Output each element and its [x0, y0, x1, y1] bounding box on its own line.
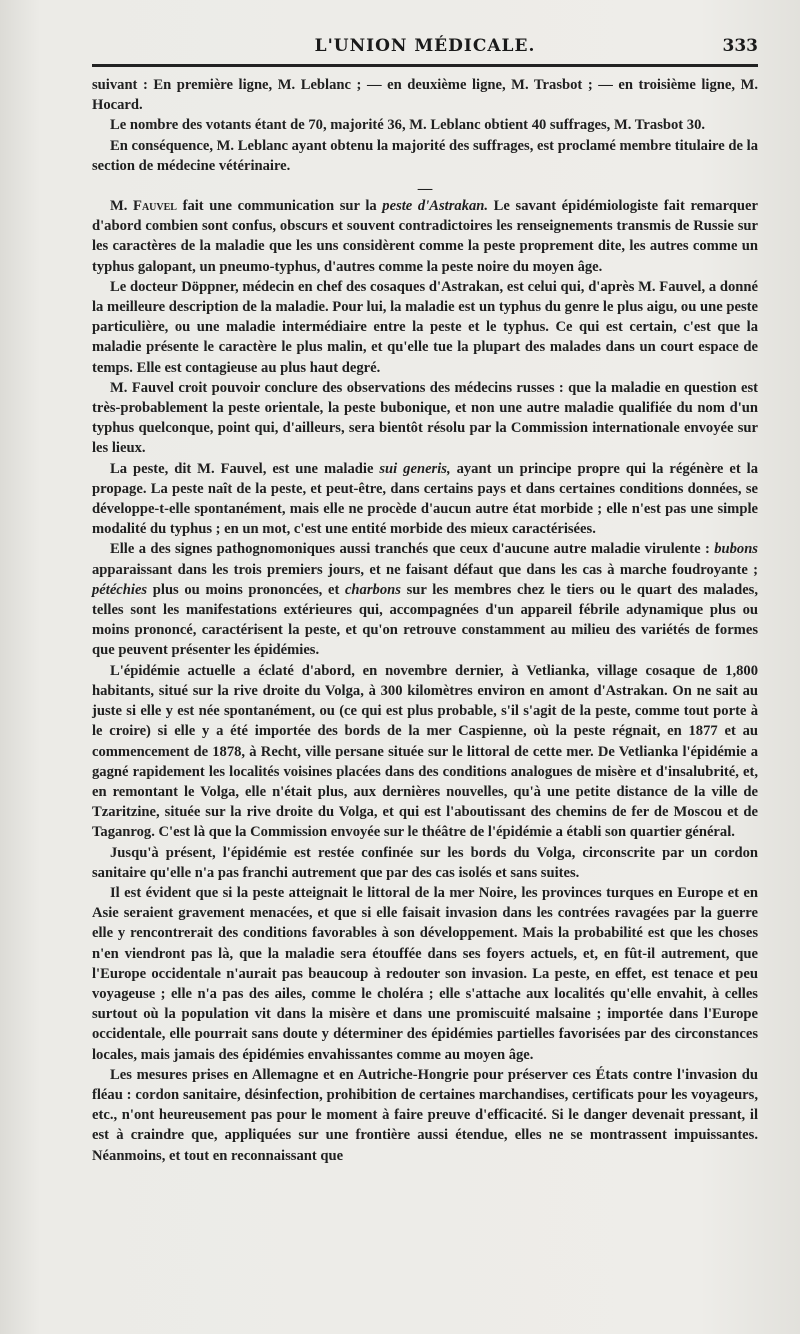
paragraph: Jusqu'à présent, l'épidémie est restée confinée sur les bords du Volga, circonscrite par un cordon sanitaire qu'elle n'a pas franchi autrement que par des cas isolés et sans suites.: [92, 844, 758, 881]
text-run: apparaissant dans les trois premiers jours, et ne faisant défaut que dans les cas à marche foudroyante ;: [92, 561, 758, 578]
italic-run: sui generis,: [379, 460, 451, 477]
text-run: sur les membres chez le tiers ou le quart des malades, telles sont les manifestations extérieures qui, accompagnées d'un appareil fébrile adynamique plus ou moins prononcé, caractérisent la peste, et qu'on retrouve constamment au milieu des variétés de formes que peuvent présenter les épidémies.: [92, 581, 758, 659]
paragraph: Les mesures prises en Allemagne et en Autriche-Hongrie pour préserver ces États contre l'invasion du fléau : cordon sanitaire, désinfection, prohibition de certaines marchandises, certificats pour les voyageurs, etc., n'ont heureusement pas pour le moment à faire preuve d'efficacité. Si le danger devenait pressant, il est à craindre que, appliquées sur une frontière aussi étendue, elles ne se montrassent impuissantes. Néanmoins, et tout en reconnaissant que: [92, 1066, 758, 1164]
paragraph: M. Fauvel croit pouvoir conclure des observations des médecins russes : que la maladie en question est très-probablement la peste orientale, la peste bubonique, et non une autre maladie qualifiée du nom d'un typhus quelconque, point qui, d'ailleurs, sera bientôt résolu par la Commission internationale envoyée sur les lieux.: [92, 379, 758, 457]
section-separator: —: [417, 181, 433, 198]
text-run: Le savant épidémiologiste fait remarquer d'abord combien sont confus, obscurs et souvent contradictoires les renseignements transmis de Russie sur les caractères de la maladie que les uns considèrent comme la peste proprement dite, les autres comme un typhus galopant, un pneumo-typhus, d'autres comme la peste noire du moyen âge.: [92, 198, 758, 275]
paragraph: Le nombre des votants étant de 70, majorité 36, M. Leblanc obtient 40 suffrages, M. Trasbot 30.: [110, 117, 706, 134]
paragraph: [92, 539, 758, 660]
text-run: fait une communication sur la: [176, 198, 383, 215]
paragraph: [92, 196, 758, 277]
running-header: [92, 30, 758, 67]
italic-run: pétéchies: [92, 581, 148, 598]
italic-run: charbons: [344, 581, 401, 598]
page-number: 333: [722, 36, 758, 56]
paragraph: L'épidémie actuelle a éclaté d'abord, en novembre dernier, à Vetlianka, village cosaque de 1,800 habitants, situé sur la rive droite du Volga, à 300 kilomètres environ en amont d'Astrakan. On ne sait au juste si elle y est née spontanément, ou (ce qui est plus probable, s'il s'agit de la peste, comme tout porte à le croire) si elle y a été importée des bords de la mer Caspienne, où la peste régnait, en 1877 et au commencement de 1878, à Recht, ville persane située sur le littoral de cette mer. De Vetlianka l'épidémie a gagné rapidement les localités voisines placées dans des conditions analogues de misère et d'insalubrité, et, en remontant le Volga, elle n'était plus, aux dernières nouvelles, qu'à une petite distance de la ville de Tzaritzine, située sur la rive droite du Volga, et qui est l'aboutissant des chemins de fer de Moscou et de Taganrog. C'est là que la Commission envoyée sur le théâtre de l'épidémie a établi son quartier général.: [92, 662, 758, 841]
journal-title: L'UNION MÉDICALE.: [314, 36, 536, 56]
paragraph: Il est évident que si la peste atteignait le littoral de la mer Noire, les provinces turques en Europe et en Asie seraient gravement menacées, et que si elle faisait invasion dans les contrées ravagées par la guerre elle y rencontrerait des conditions favorables à son développement. Mais la probabilité est que les choses n'en viendront pas là, que la maladie sera étouffée dans ses foyers actuels, et, en fût-il autrement, que l'Europe occidentale n'aurait pas beaucoup à redouter son invasion. La peste, en effet, est tenace et peu voyageuse ; elle n'a pas des ailes, comme le choléra ; elle s'attache aux localités qu'elle envahit, à celles surtout où la population vit dans la misère et dans une promiscuité malsaine ; importée dans l'Europe occidentale, elle pourrait sans doute y déterminer des épidémies partielles favorisées par des circonstances locales, mais jamais des épidémies envahissantes comme au moyen âge.: [92, 884, 758, 1063]
paragraph: suivant : En première ligne, M. Leblanc ; — en deuxième ligne, M. Trasbot ; — en troisième ligne, M. Hocard.: [92, 77, 758, 114]
paragraph: Le docteur Döppner, médecin en chef des cosaques d'Astrakan, est celui qui, d'après M. Fauvel, a donné la meilleure description de la maladie. Pour lui, la maladie est un typhus du genre le plus aigu, ou une peste particulière, ou une maladie intermédiaire entre la peste et le typhus. Ce qui est certain, c'est que la maladie présente le caractère le plus malin, et qu'elle tue la plupart des malades dans un court espace de temps. Elle est contagieuse au plus haut degré.: [92, 278, 758, 376]
text-run: Elle a des signes pathognomoniques aussi tranchés que ceux d'aucune autre maladie virulente :: [110, 541, 715, 558]
paragraph: En conséquence, M. Leblanc ayant obtenu la majorité des suffrages, est proclamé membre titulaire de la section de médecine vétérinaire.: [92, 137, 758, 174]
text-run: ayant un principe propre qui la régénère et la propage. La peste naît de la peste, et peut-être, dans certains pays et dans certaines conditions données, se développe-t-elle spontanément, mais elle ne procède d'aucun autre état morbide ; elle n'est pas une simple modalité du typhus ; en un mot, c'est une entité morbide des mieux caractérisées.: [92, 460, 758, 538]
article-body: [92, 75, 758, 1166]
speaker-name: M. Fauvel: [110, 198, 177, 215]
text-run: La peste, dit M. Fauvel, est une maladie: [110, 460, 380, 477]
paragraph: [92, 459, 758, 540]
italic-run: bubons: [714, 541, 758, 558]
text-run: plus ou moins prononcées, et: [147, 581, 345, 598]
italic-run: peste d'Astrakan.: [382, 198, 489, 215]
